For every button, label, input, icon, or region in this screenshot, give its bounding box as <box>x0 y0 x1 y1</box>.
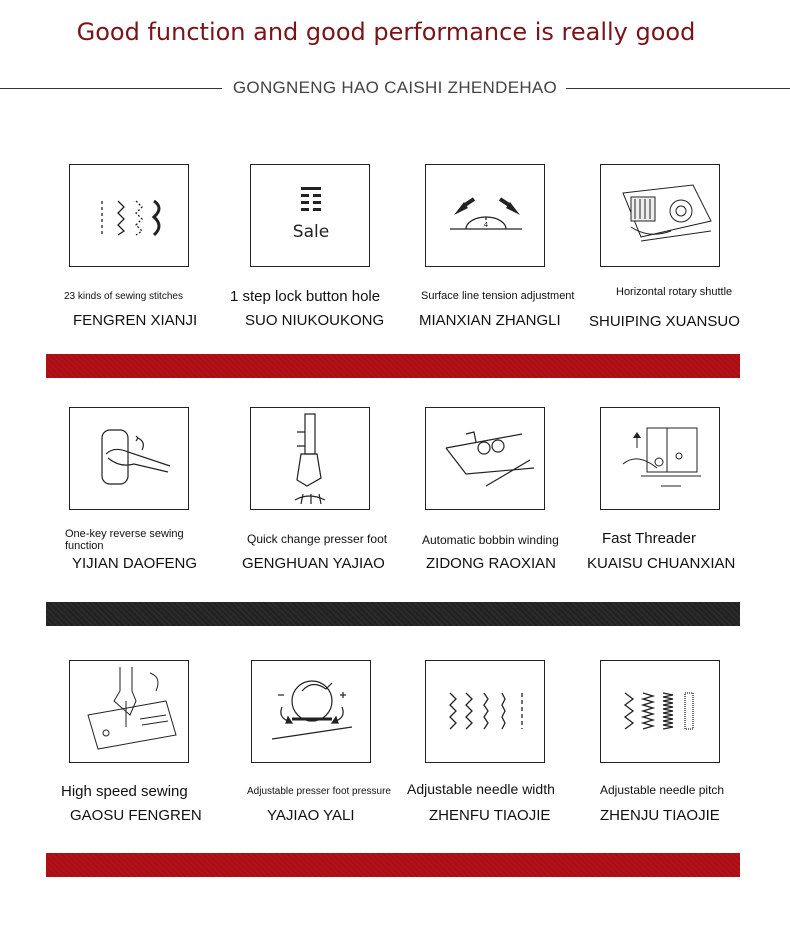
tension-number: 4 <box>483 221 489 229</box>
sale-buttonhole-icon <box>250 164 370 267</box>
page-title: Good function and good performance is really good <box>76 18 696 46</box>
bobbin-winder-icon <box>425 407 545 510</box>
tension-dial-icon <box>425 164 545 267</box>
page-subtitle: GONGNENG HAO CAISHI ZHENDEHAO <box>232 78 558 97</box>
presser-foot-icon <box>250 407 370 510</box>
caption: 23 kinds of sewing stitches <box>64 291 183 302</box>
caption: 1 step lock button hole <box>230 288 381 305</box>
needle-pitch-icon <box>600 660 720 763</box>
threader-icon <box>600 407 720 510</box>
band-red-1 <box>46 354 740 378</box>
pinyin-label: GENGHUAN YAJIAO <box>242 555 385 572</box>
pinyin-label: ZHENJU TIAOJIE <box>600 807 720 824</box>
pinyin-label: SUO NIUKOUKONG <box>245 312 385 329</box>
caption: Fast Threader <box>602 530 696 547</box>
reverse-button-icon <box>69 407 189 510</box>
caption: Adjustable needle pitch <box>600 783 725 797</box>
needle-width-icon <box>425 660 545 763</box>
caption: Adjustable needle width <box>407 781 555 797</box>
caption: Automatic bobbin winding <box>422 533 559 547</box>
pinyin-label: ZIDONG RAOXIAN <box>426 555 557 572</box>
caption: Horizontal rotary shuttle <box>616 286 733 298</box>
stitch-patterns-icon <box>69 164 189 267</box>
pinyin-label: YIJIAN DAOFENG <box>72 555 198 572</box>
pinyin-label: YAJIAO YALI <box>267 807 355 824</box>
band-red-2 <box>46 853 740 877</box>
sale-label: Sale <box>292 222 330 242</box>
pinyin-label: ZHENFU TIAOJIE <box>429 807 551 824</box>
pinyin-label: SHUIPING XUANSUO <box>589 313 740 330</box>
pressure-knob-icon <box>251 660 371 763</box>
caption: High speed sewing <box>61 783 188 800</box>
rotary-shuttle-icon <box>600 164 720 267</box>
caption: One-key reverse sewing function <box>65 528 184 552</box>
pinyin-label: MIANXIAN ZHANGLI <box>419 312 561 329</box>
pinyin-label: FENGREN XIANJI <box>73 312 198 329</box>
caption: Adjustable presser foot pressure <box>247 786 391 797</box>
caption: Surface line tension adjustment <box>421 290 575 302</box>
band-dark <box>46 602 740 626</box>
caption: Quick change presser foot <box>247 532 388 546</box>
needle-speed-icon <box>69 660 189 763</box>
pinyin-label: GAOSU FENGREN <box>70 807 202 824</box>
pinyin-label: KUAISU CHUANXIAN <box>587 555 736 572</box>
